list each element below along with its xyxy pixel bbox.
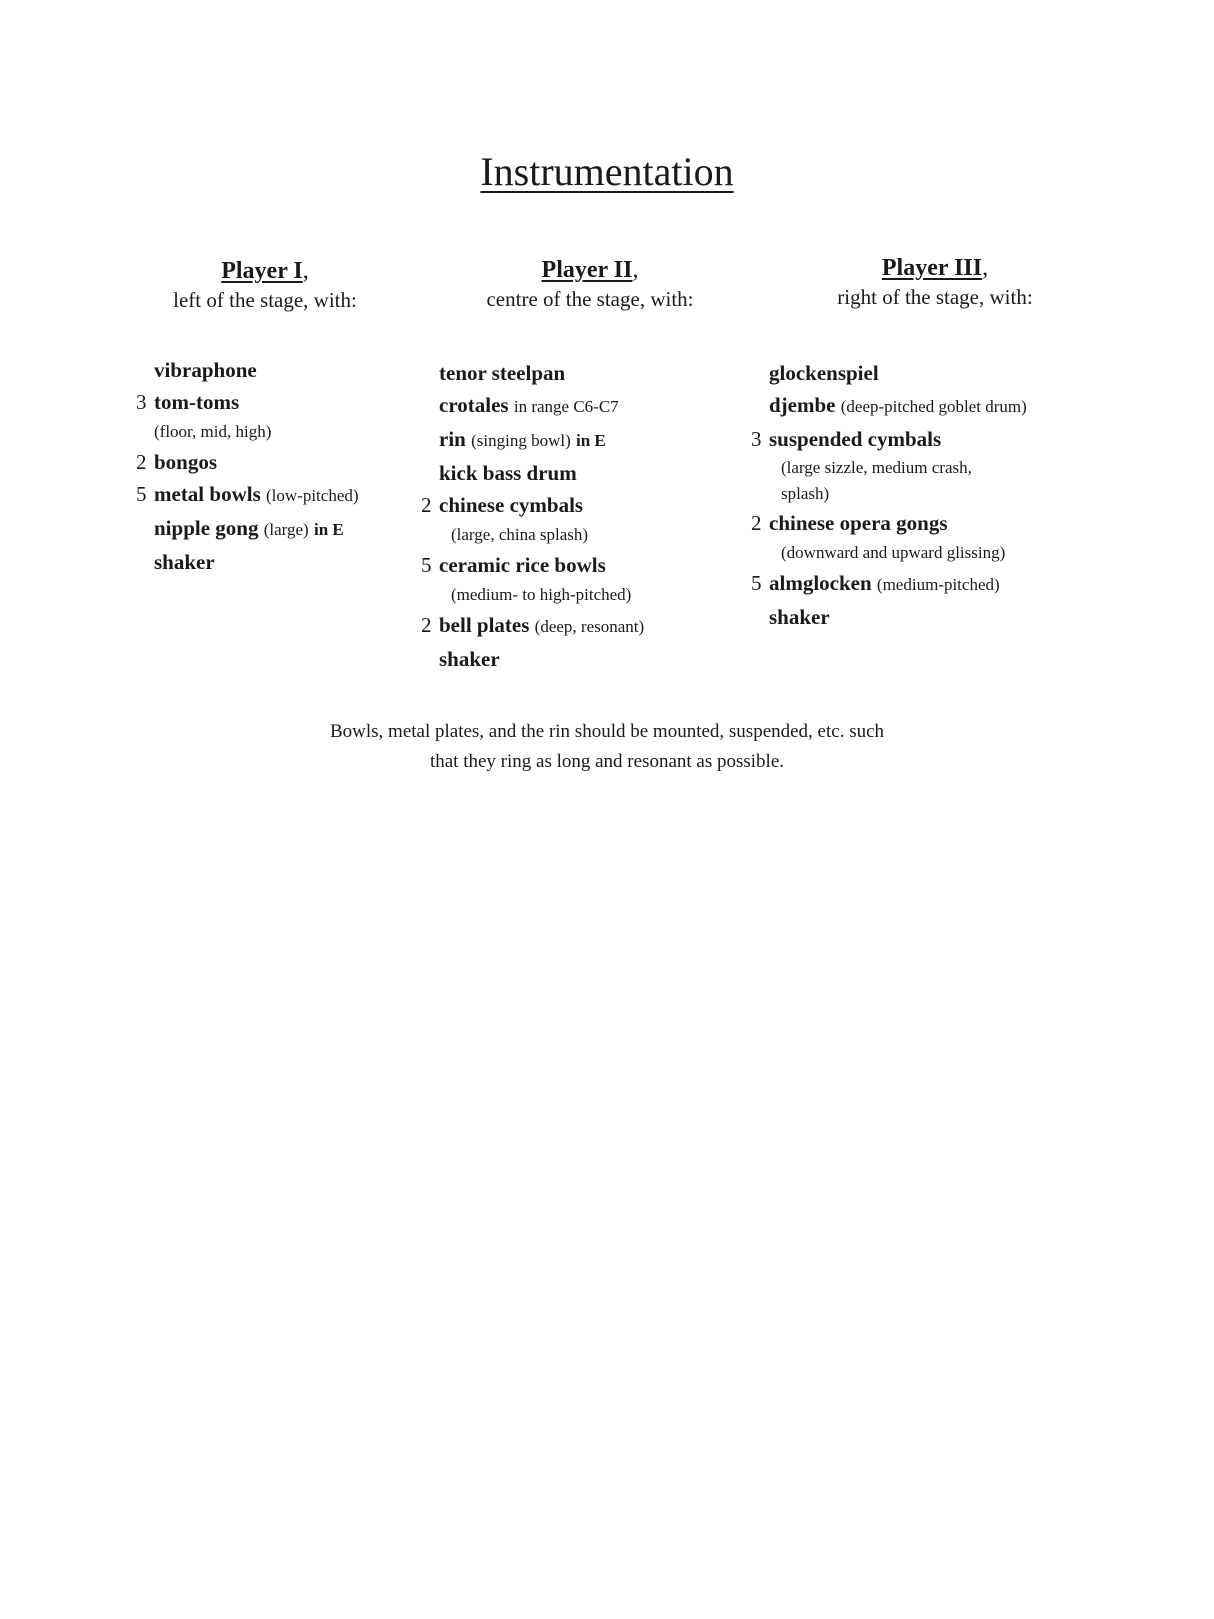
instrument-name: tom-toms (154, 390, 240, 414)
instrument-quantity: 2 (751, 511, 762, 535)
player-2-header (450, 255, 730, 313)
player-3-comma: , (982, 255, 989, 281)
instrument-detail: (singing bowl) (471, 431, 571, 450)
instrument-name: bell plates (439, 613, 530, 637)
instrument-name: chinese opera gongs (769, 511, 948, 535)
instrument-item (421, 609, 721, 643)
mounting-note (0, 717, 1214, 777)
player-1-header (135, 256, 395, 314)
instrument-quantity: 3 (751, 427, 762, 451)
instrument-name: shaker (154, 550, 215, 574)
player-3-title (795, 253, 1075, 283)
instrument-name: chinese cymbals (439, 493, 584, 517)
instrument-name: vibraphone (154, 358, 257, 382)
player-2-title (450, 255, 730, 285)
instrument-subnote: (large, china splash) (451, 525, 589, 544)
player-2-comma: , (632, 257, 639, 283)
instrument-subnote: (large sizzle, medium crash, splash) (781, 458, 972, 503)
instrument-name: almglocken (769, 571, 872, 595)
player-1-title (135, 256, 395, 286)
instrument-quantity: 2 (421, 613, 432, 637)
instrument-item (751, 423, 1071, 507)
instrument-name: suspended cymbals (769, 427, 942, 451)
instrument-item (421, 457, 721, 489)
instrument-item (136, 354, 396, 386)
instrument-name: nipple gong (154, 516, 259, 540)
instrument-item (751, 357, 1071, 389)
player-3-position: right of the stage, with: (837, 285, 1033, 309)
page-title: Instrumentation (480, 149, 734, 194)
instrument-name: glockenspiel (769, 361, 879, 385)
instrument-quantity: 5 (136, 482, 147, 506)
instrument-name: crotales (439, 393, 509, 417)
instrument-item (421, 549, 721, 609)
instrument-item (136, 478, 396, 512)
mounting-note-line-1: Bowls, metal plates, and the rin should be mounted, suspended, etc. such (329, 721, 885, 742)
instrument-item (421, 489, 721, 549)
instrument-name: metal bowls (154, 482, 261, 506)
player-3-name: Player III (881, 255, 983, 281)
instrument-item (751, 389, 1071, 423)
player-2-instrument-list (421, 357, 721, 675)
instrument-key: in E (313, 520, 344, 539)
player-1-position: left of the stage, with: (173, 288, 357, 312)
instrument-item (421, 389, 721, 423)
player-1-comma: , (302, 258, 309, 284)
instrument-subnote: (downward and upward glissing) (781, 543, 1006, 562)
instrument-item (136, 386, 396, 446)
mounting-note-line-2: that they ring as long and resonant as possible. (429, 751, 785, 772)
instrument-item (136, 546, 396, 578)
instrument-name: rin (439, 427, 466, 451)
player-1-name: Player I (221, 258, 303, 284)
instrument-detail: (low-pitched) (266, 486, 359, 505)
instrument-subnote: (medium- to high-pitched) (451, 585, 632, 604)
instrument-item (751, 507, 1071, 567)
instrument-name: ceramic rice bowls (439, 553, 606, 577)
instrument-name: shaker (769, 605, 830, 629)
instrument-detail: (large) (263, 520, 309, 539)
player-3-instrument-list (751, 357, 1071, 633)
instrument-name: djembe (769, 393, 836, 417)
player-2-position: centre of the stage, with: (486, 287, 694, 311)
player-2-name: Player II (541, 257, 633, 283)
instrument-item (751, 567, 1071, 601)
instrument-item (421, 423, 721, 457)
instrument-item (136, 512, 396, 546)
instrument-key: in E (575, 431, 606, 450)
instrument-item (421, 643, 721, 675)
player-3-header (795, 253, 1075, 311)
instrument-detail: in range C6-C7 (513, 397, 619, 416)
instrument-subnote: (floor, mid, high) (154, 422, 272, 441)
instrument-name: bongos (154, 450, 218, 474)
instrument-name: tenor steelpan (439, 361, 566, 385)
instrument-quantity: 2 (136, 450, 147, 474)
instrument-quantity: 2 (421, 493, 432, 517)
instrument-detail: (deep-pitched goblet drum) (840, 397, 1027, 416)
instrument-detail: (medium-pitched) (876, 575, 1000, 594)
instrument-name: kick bass drum (439, 461, 577, 485)
instrument-name: shaker (439, 647, 500, 671)
instrument-item (421, 357, 721, 389)
player-1-instrument-list (136, 354, 396, 578)
instrument-detail: (deep, resonant) (534, 617, 645, 636)
instrument-quantity: 3 (136, 390, 147, 414)
instrument-quantity: 5 (421, 553, 432, 577)
instrument-quantity: 5 (751, 571, 762, 595)
instrument-item (136, 446, 396, 478)
instrument-item (751, 601, 1071, 633)
